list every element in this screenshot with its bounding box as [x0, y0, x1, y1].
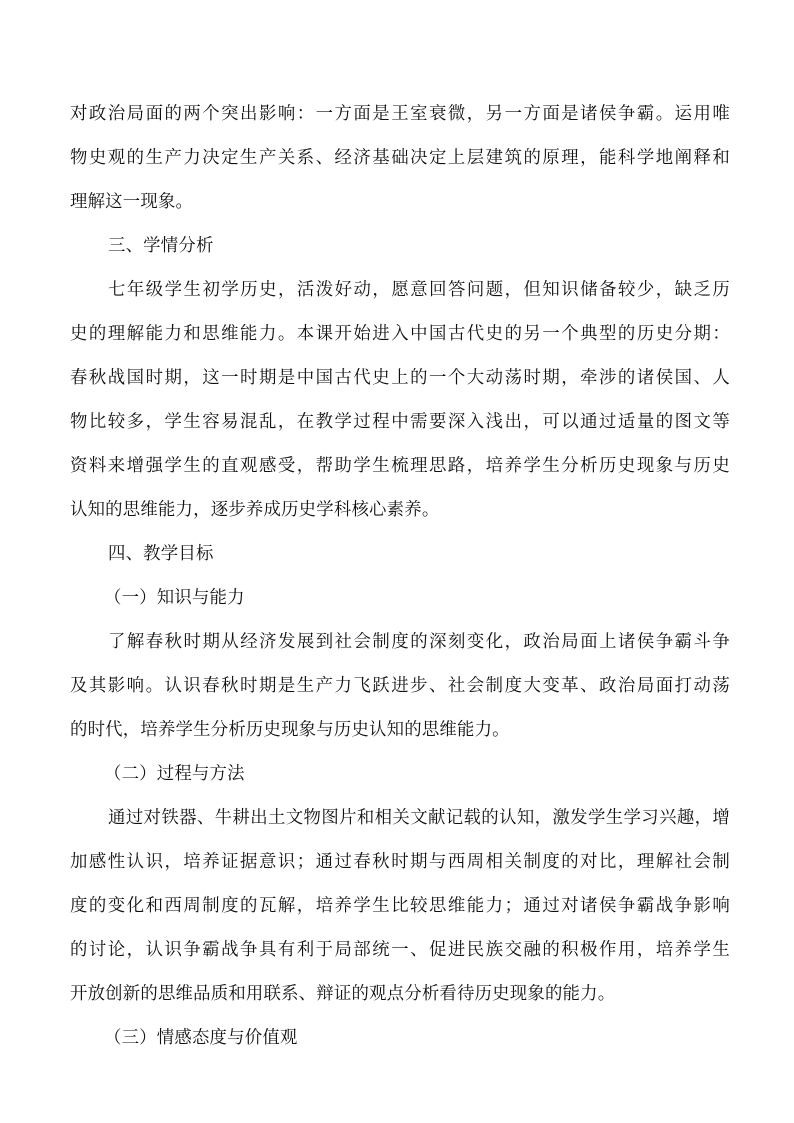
paragraph-line: 春秋战国时期，这一时期是中国古代史上的一个大动荡时期，牵涉的诸侯国、人 [70, 368, 730, 388]
paragraph-line: 加感性认识，培养证据意识；通过春秋时期与西周相关制度的对比，理解社会制 [70, 852, 730, 872]
subsection-heading: （一）知识与能力 [104, 588, 245, 608]
paragraph-line: 度的变化和西周制度的瓦解，培养学生比较思维能力；通过对诸侯争霸战争影响 [70, 896, 730, 916]
section-heading: 四、教学目标 [108, 544, 214, 564]
paragraph-line: 对政治局面的两个突出影响：一方面是王室衰微，另一方面是诸侯争霸。运用唯 [70, 104, 730, 124]
paragraph-line: 的讨论，认识争霸战争具有利于局部统一、促进民族交融的积极作用，培养学生 [70, 940, 730, 960]
paragraph-line: 物比较多，学生容易混乱，在教学过程中需要深入浅出，可以通过适量的图文等 [70, 412, 730, 432]
paragraph-line: 理解这一现象。 [70, 192, 194, 212]
paragraph-line: 七年级学生初学历史，活泼好动，愿意回答问题，但知识储备较少，缺乏历 [108, 280, 730, 300]
paragraph-line: 开放创新的思维品质和用联系、辩证的观点分析看待历史现象的能力。 [70, 984, 616, 1004]
paragraph-line: 史的理解能力和思维能力。本课开始进入中国古代史的另一个典型的历史分期： [70, 324, 730, 344]
section-heading: 三、学情分析 [108, 236, 214, 256]
paragraph-line: 物史观的生产力决定生产关系、经济基础决定上层建筑的原理，能科学地阐释和 [70, 148, 730, 168]
paragraph-line: 资料来增强学生的直观感受，帮助学生梳理思路，培养学生分析历史现象与历史 [70, 456, 730, 476]
paragraph-line: 了解春秋时期从经济发展到社会制度的深刻变化，政治局面上诸侯争霸斗争 [108, 632, 730, 652]
subsection-heading: （二）过程与方法 [104, 764, 245, 784]
subsection-heading: （三）情感态度与价值观 [104, 1028, 298, 1048]
paragraph-line: 的时代，培养学生分析历史现象与历史认知的思维能力。 [70, 720, 510, 740]
paragraph-line: 及其影响。认识春秋时期是生产力飞跃进步、社会制度大变革、政治局面打动荡 [70, 676, 730, 696]
paragraph-line: 认知的思维能力，逐步养成历史学科核心素养。 [70, 500, 440, 520]
paragraph-line: 通过对铁器、牛耕出土文物图片和相关文献记载的认知，激发学生学习兴趣，增 [108, 808, 730, 828]
